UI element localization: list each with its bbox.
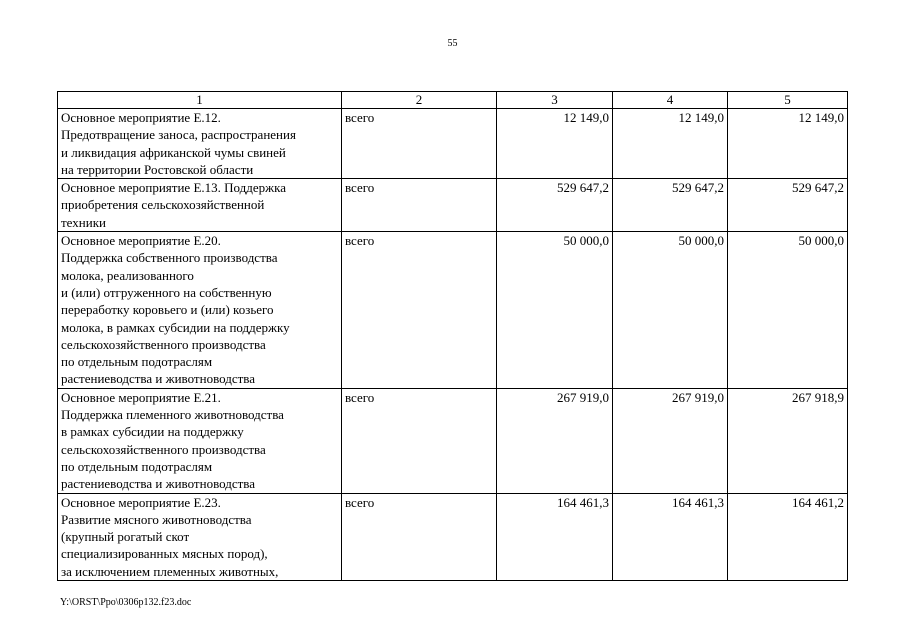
value-col4-cell: 12 149,0	[613, 109, 728, 179]
activity-name-line: растениеводства и животноводства	[61, 476, 256, 492]
document-file-path: Y:\ORST\Ppo\0306p132.f23.doc	[60, 597, 192, 608]
activity-name-line: за исключением племенных животных,	[61, 563, 279, 579]
value-col3-cell: 50 000,0	[497, 232, 613, 389]
activity-name-line: по отдельным подотраслям	[61, 458, 213, 474]
activity-name-cell	[58, 179, 342, 232]
activity-name-cell	[58, 388, 342, 493]
funding-type-cell: всего	[342, 109, 497, 179]
table-row	[58, 493, 848, 580]
activity-name-cell	[58, 232, 342, 389]
activity-name-line: Предотвращение заноса, распространения	[61, 127, 296, 143]
activity-name-line: специализированных мясных пород),	[61, 546, 268, 562]
activity-name-line: растениеводства и животноводства	[61, 371, 256, 387]
value-col5-cell: 50 000,0	[728, 232, 848, 389]
funding-type-cell: всего	[342, 493, 497, 580]
activity-name-line: Основное мероприятие Е.12.	[61, 110, 221, 125]
value-col4-cell: 164 461,3	[613, 493, 728, 580]
activity-name-line: Основное мероприятие Е.20.	[61, 233, 221, 249]
activity-name-line: переработку коровьего и (или) козьего	[61, 302, 274, 318]
activity-name-line: Развитие мясного животноводства	[61, 511, 252, 527]
table-row	[58, 232, 848, 389]
activity-name-line: Основное мероприятие Е.13. Поддержка	[61, 180, 287, 196]
activity-name-cell	[58, 109, 342, 179]
value-col5-cell: 529 647,2	[728, 179, 848, 232]
activity-name-line: и ликвидация африканской чумы свиней	[61, 144, 286, 160]
activity-name-line: в рамках субсидии на поддержку	[61, 424, 244, 440]
value-col4-cell: 529 647,2	[613, 179, 728, 232]
table-row	[58, 109, 848, 179]
activity-name-line: по отдельным подотраслям	[61, 354, 213, 370]
column-header-1: 1	[58, 92, 342, 109]
value-col5-cell: 164 461,2	[728, 493, 848, 580]
budget-table	[57, 91, 848, 581]
header-row	[58, 92, 848, 109]
value-col4-cell: 267 919,0	[613, 388, 728, 493]
funding-type-cell: всего	[342, 232, 497, 389]
activity-name-line: (крупный рогатый скот	[61, 529, 190, 545]
funding-type-cell: всего	[342, 179, 497, 232]
activity-name-line: Основное мероприятие Е.21.	[61, 389, 221, 405]
activity-name-line: Поддержка собственного производства	[61, 250, 278, 266]
column-header-4: 4	[613, 92, 728, 109]
activity-name-line: на территории Ростовской области	[61, 161, 254, 177]
value-col5-cell: 267 918,9	[728, 388, 848, 493]
column-header-3: 3	[497, 92, 613, 109]
activity-name-line: молока, реализованного	[61, 267, 194, 283]
page-number: 55	[447, 38, 458, 49]
table-row	[58, 388, 848, 493]
activity-name-line: и (или) отгруженного на собственную	[61, 284, 272, 300]
column-header-5: 5	[728, 92, 848, 109]
activity-name-line: сельскохозяйственного производства	[61, 441, 266, 457]
value-col4-cell: 50 000,0	[613, 232, 728, 389]
activity-name-line: приобретения сельскохозяйственной	[61, 197, 265, 213]
value-col3-cell: 529 647,2	[497, 179, 613, 232]
value-col3-cell: 12 149,0	[497, 109, 613, 179]
table-row	[58, 179, 848, 232]
activity-name-line: техники	[61, 214, 106, 230]
activity-name-line: сельскохозяйственного производства	[61, 336, 266, 352]
value-col3-cell: 164 461,3	[497, 493, 613, 580]
funding-type-cell: всего	[342, 388, 497, 493]
activity-name-line: молока, в рамках субсидии на поддержку	[61, 319, 290, 335]
value-col3-cell: 267 919,0	[497, 388, 613, 493]
activity-name-line: Основное мероприятие Е.23.	[61, 494, 221, 510]
activity-name-line: Поддержка племенного животноводства	[61, 407, 284, 423]
activity-name-cell	[58, 493, 342, 580]
value-col5-cell: 12 149,0	[728, 109, 848, 179]
column-header-2: 2	[342, 92, 497, 109]
